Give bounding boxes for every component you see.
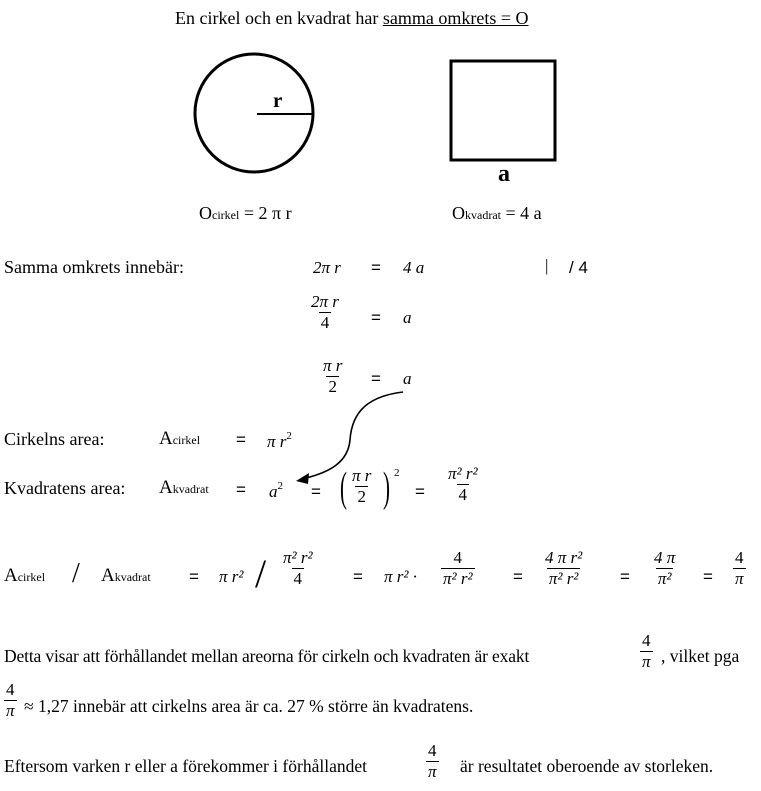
- ratio-equals-1: =: [189, 567, 199, 586]
- fraction-numerator: 4: [453, 548, 463, 567]
- radius-label: r: [273, 88, 283, 112]
- ratio-equals-3: =: [513, 567, 523, 586]
- conclusion-fraction-3: [426, 741, 439, 782]
- fraction-denominator: 4: [293, 569, 303, 588]
- circle-area-equals: =: [236, 430, 246, 449]
- left-paren: (: [340, 465, 347, 511]
- conclusion-fraction-2: [4, 680, 17, 721]
- exponent: 2: [277, 480, 283, 492]
- fraction-numerator: π² r²: [283, 548, 313, 567]
- square-area-a2: [269, 480, 283, 502]
- fraction-denominator: 4: [458, 485, 468, 504]
- side-label: a: [498, 161, 510, 187]
- area-sub: cirkel: [17, 570, 46, 584]
- arrow-head-icon: [296, 473, 309, 484]
- fraction-denominator: π: [735, 569, 744, 588]
- fraction-denominator: 4: [320, 313, 330, 332]
- operation: / 4: [569, 258, 588, 277]
- ratio-fraction-4: [652, 548, 677, 589]
- fraction-numerator: π r: [323, 356, 343, 375]
- fraction-denominator: 2: [357, 487, 366, 506]
- ratio-fraction-5: [733, 548, 746, 589]
- fraction-denominator: π: [6, 701, 15, 720]
- ratio-fraction-1: [281, 548, 315, 589]
- eq2-equals: =: [371, 308, 381, 327]
- area-sub: kvadrat: [114, 570, 151, 584]
- fraction-numerator: 4 π: [654, 548, 676, 567]
- formula-base: O: [452, 203, 465, 223]
- conclusion-p3-a: Eftersom varken r eller a förekommer i förhållandet: [4, 756, 367, 776]
- conclusion-p2: ≈ 1,27 innebär att cirkelns area är ca. 27 % större än kvadratens.: [24, 696, 474, 716]
- ratio-term-1: π r²: [219, 567, 244, 586]
- ratio-equals-5: =: [703, 567, 713, 586]
- conclusion-p3-b: är resultatet oberoende av storleken.: [460, 756, 714, 776]
- square-area-symbol: [159, 477, 209, 499]
- circle-area-symbol: [159, 428, 200, 450]
- right-paren: ): [383, 465, 390, 511]
- fraction-numerator: 4: [428, 741, 437, 760]
- ratio-equals-4: =: [620, 567, 630, 586]
- ratio-term-2: π r² ·: [384, 567, 417, 586]
- ratio-equals-2: =: [353, 567, 363, 586]
- eq1-right: 4 a: [403, 258, 425, 277]
- ratio-A-square: [101, 565, 151, 587]
- area-A: A: [4, 565, 18, 586]
- fraction-denominator: π² r²: [548, 569, 579, 588]
- fraction-denominator: π: [428, 762, 437, 781]
- area-A: A: [159, 428, 173, 449]
- title-text: En cirkel och en kvadrat har: [175, 8, 383, 28]
- fraction-numerator: 2π r: [311, 292, 339, 311]
- ratio-fraction-2: [441, 548, 475, 589]
- exponent: 2: [286, 430, 292, 442]
- square-area-equals: =: [236, 480, 246, 499]
- area-A: A: [159, 477, 173, 498]
- eq3-equals: =: [371, 369, 381, 388]
- eq2-right: a: [403, 308, 412, 327]
- square-area-equals-2: =: [311, 482, 321, 501]
- expr: π r: [267, 432, 287, 451]
- ratio-A-circle: [4, 565, 45, 587]
- ratio-fraction-3: [543, 548, 584, 589]
- square-area-final-fraction: [446, 464, 480, 505]
- fraction-numerator: 4: [6, 680, 15, 699]
- fraction-denominator: 2: [328, 377, 337, 396]
- a: a: [269, 482, 278, 501]
- fraction-denominator: π: [642, 652, 651, 671]
- area-sub: cirkel: [172, 433, 201, 447]
- circle-area-expr: [267, 430, 292, 452]
- ratio-big-slash: /: [255, 551, 267, 596]
- fraction-numerator: π r: [352, 466, 372, 485]
- fraction-numerator: 4 π r²: [545, 548, 583, 567]
- derivation-label: Samma omkrets innebär:: [4, 257, 184, 277]
- fraction-numerator: 4: [642, 631, 651, 650]
- square-area-equals-3: =: [415, 482, 425, 501]
- circle-area-label: Cirkelns area:: [4, 429, 105, 449]
- fraction-numerator: π² r²: [448, 464, 478, 483]
- formula-rest: = 4 a: [500, 203, 542, 223]
- area-sub: kvadrat: [172, 482, 209, 496]
- formula-sub: cirkel: [212, 208, 240, 222]
- eq1-equals: =: [371, 258, 381, 277]
- area-A: A: [101, 565, 115, 586]
- paren-fraction: [350, 466, 373, 507]
- formula-base: O: [199, 203, 212, 223]
- conclusion-p1-b: , vilket pga: [661, 646, 740, 666]
- eq3-right: a: [403, 369, 412, 388]
- title-underlined: samma omkrets = O: [382, 8, 529, 28]
- fraction-denominator: π² r²: [443, 569, 473, 588]
- square-area-label: Kvadratens area:: [4, 478, 126, 498]
- fraction-denominator: π²: [657, 569, 672, 588]
- formula-sub: kvadrat: [465, 208, 501, 222]
- fraction-numerator: 4: [735, 548, 744, 567]
- ratio-slash: /: [72, 558, 80, 589]
- formula-rest: = 2 π r: [239, 203, 292, 223]
- conclusion-fraction-1: [640, 631, 653, 672]
- paren-exponent: 2: [394, 467, 400, 479]
- eq1-left: 2π r: [313, 258, 341, 277]
- operation-divider: |: [545, 256, 549, 275]
- conclusion-p1-a: Detta visar att förhållandet mellan areorna för cirkeln och kvadraten är exakt: [4, 646, 530, 666]
